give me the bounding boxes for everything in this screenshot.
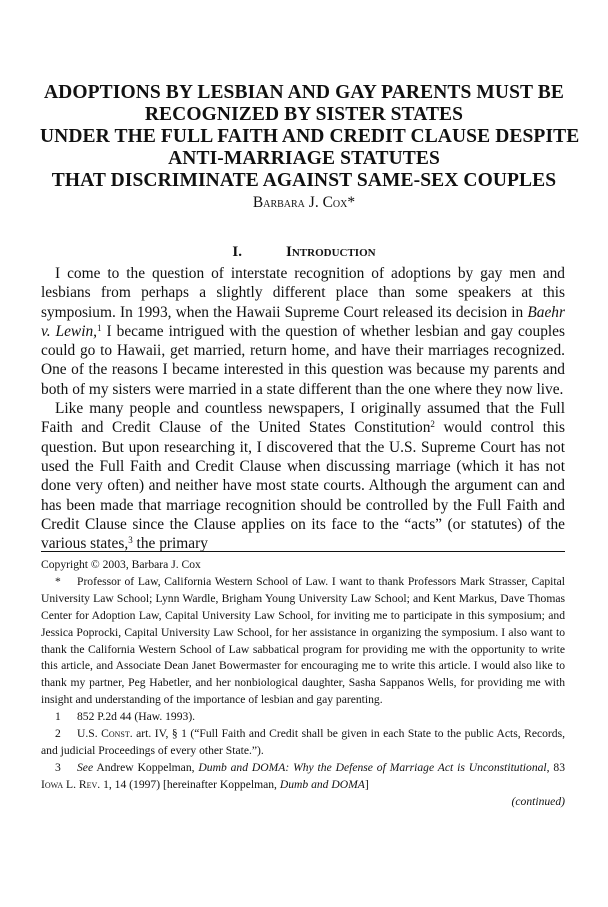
title-line: UNDER THE FULL FAITH AND CREDIT CLAUSE DESPITE	[40, 126, 580, 147]
case-name: Baehr v. Lewin,	[41, 303, 565, 340]
footnote-2: 2 U.S. Const. art. IV, § 1 (“Full Faith and Credit shall be given in each State to the public Acts, Records, and judicial Proceedings of every other State.”).	[41, 727, 565, 757]
footnote-1: 1 852 P.2d 44 (Haw. 1993).	[55, 710, 196, 724]
footnote-star: * Professor of Law, California Western School of Law. I want to thank Professors Mark Strasser, Capital University Law School; Lynn Wardle, Brigham Young University Law School; and Kent Markus, Dave Thomas Center for Adoption Law, Capital University Law School, for inviting me to participate in this symposium; and Jessica Poprocki, Capital University Law School, for her assistance in organizing the symposium. I also want to thank the California Western School of Law sabbatical program for providing me with the opportunity to write this article, and Associate Dean Janet Bowermaster for encouraging me to write this article. I would also like to thank my partner, Peg Habetler, and her nonbiological daughter, Sasha Sappanos Wells, for providing me with insight and understanding of the importance of lesbian and gay parenting.	[41, 574, 565, 707]
title-line: RECOGNIZED BY SISTER STATES	[144, 104, 464, 125]
title-line: ADOPTIONS BY LESBIAN AND GAY PARENTS MUST BE	[44, 82, 564, 103]
body-text	[41, 264, 565, 553]
footnotes	[41, 557, 565, 811]
author-footnote-marker: *	[347, 194, 356, 211]
section-heading: I. Introduction	[232, 244, 376, 260]
title-line: ANTI-MARRIAGE STATUTES	[168, 148, 440, 169]
body-paragraph: I come to the question of interstate recognition of adoptions by gay men and lesbians from perhaps a slightly different place than some speakers at this symposium. In 1993, when the Hawaii Supreme Court released its decision in Baehr v. Lewin,$^1$ I became intrigued with the question of whether lesbian and gay couples could go to Hawaii, get married, return home, and have their marriages recognized. One of the reasons I became interested in this question was because my parents and both of my sisters were married in a state different than the one where they now live.	[41, 265, 565, 398]
section-number: I.	[232, 244, 242, 260]
footnote-ref: 1	[97, 322, 102, 333]
continued-marker: (continued)	[511, 794, 565, 808]
footnote-ref: 2	[430, 419, 435, 430]
body-paragraph: Like many people and countless newspapers, I originally assumed that the Full Faith and Credit Clause of the United States Constitution$^2$ would control this question. But upon researching it, I discovered that the U.S. Supreme Court has not used the Full Faith and Credit Clause when discussing marriage (which it has not done very often) and neither have most state courts. Although the argument can and has been made that marriage recognition should be controlled by the Full Faith and Credit Clause since the Clause applies on its face to the “acts” (or statutes) of the various states,$^3$ the primary	[41, 400, 565, 553]
copyright-notice: Copyright © 2003, Barbara J. Cox	[41, 558, 201, 571]
author-byline: Barbara J. Cox*	[252, 194, 356, 211]
title-line: THAT DISCRIMINATE AGAINST SAME-SEX COUPLES	[51, 170, 557, 191]
footnote-3: 3 See Andrew Koppelman, Dumb and DOMA: Why the Defense of Marriage Act is Unconstitutional, 83 Iowa L. Rev. 1, 14 (1997) [hereinafter Koppelman, Dumb and DOMA]	[41, 760, 566, 791]
footnote-ref: 3	[128, 535, 133, 546]
article-title	[40, 82, 580, 192]
footnote-divider	[41, 551, 565, 552]
